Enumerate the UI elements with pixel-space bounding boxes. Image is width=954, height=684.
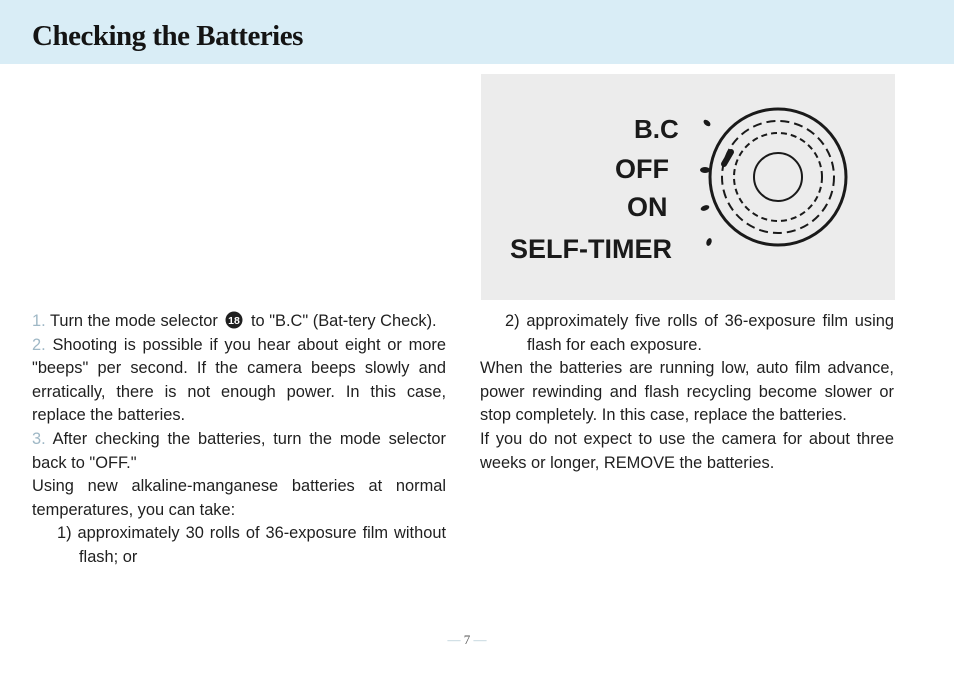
- step-number: 3.: [32, 429, 46, 448]
- label-off: OFF: [615, 154, 669, 184]
- on-index-dot: [700, 204, 710, 212]
- low-battery-paragraph: When the batteries are running low, auto film advance, power rewinding and flash recycling become slower or stop completely. In this case, replace the batteries.: [480, 359, 894, 425]
- label-on: ON: [627, 192, 668, 222]
- title-banner: [0, 0, 954, 64]
- mode-selector-figure: [481, 74, 895, 300]
- remove-batteries-paragraph: If you do not expect to use the camera for about three weeks or longer, REMOVE the batteries.: [480, 429, 894, 472]
- step-3: 3. After checking the batteries, turn the mode selector back to "OFF.": [32, 429, 446, 472]
- svg-text:18: 18: [228, 315, 241, 327]
- dial-inner-teeth: [734, 133, 822, 221]
- step-number: 1.: [32, 312, 46, 330]
- dial-knurled-edge: [722, 121, 834, 233]
- capacity-item-2: 2) approximately five rolls of 36-exposure film using flash for each exposure.: [505, 312, 894, 354]
- mode-dial-illustration: [481, 74, 895, 300]
- label-bc: B.C: [634, 114, 679, 144]
- right-column: [480, 310, 894, 475]
- dial-center: [754, 153, 802, 201]
- page-title: Checking the Batteries: [32, 20, 303, 52]
- off-index-dot: [700, 167, 710, 173]
- bc-index-dot: [702, 119, 711, 128]
- step-2: 2. Shooting is possible if you hear about eight or more "beeps" per second. If the camera beeps slowly and erratically, there is not enough power. In this case, replace the batteries.: [32, 335, 446, 425]
- battery-capacity-intro: Using new alkaline-manganese batteries at normal temperatures, you can take:: [32, 477, 446, 519]
- self-timer-index-dot: [705, 237, 712, 246]
- label-self-timer: SELF-TIMER: [510, 234, 672, 264]
- page-footer: — 7 —: [447, 632, 487, 647]
- page-number: 7: [463, 632, 471, 647]
- dial-outer-ring: [710, 109, 846, 245]
- capacity-item-1: 1) approximately 30 rolls of 36-exposure film without flash; or: [57, 524, 446, 566]
- reference-18-icon: [225, 311, 243, 329]
- left-column: [32, 310, 446, 570]
- step-1: 1. Turn the mode selector 18 to "B.C" (Bat-tery Check).: [32, 312, 437, 330]
- dial-pointer: [724, 152, 731, 164]
- step-number: 2.: [32, 335, 46, 354]
